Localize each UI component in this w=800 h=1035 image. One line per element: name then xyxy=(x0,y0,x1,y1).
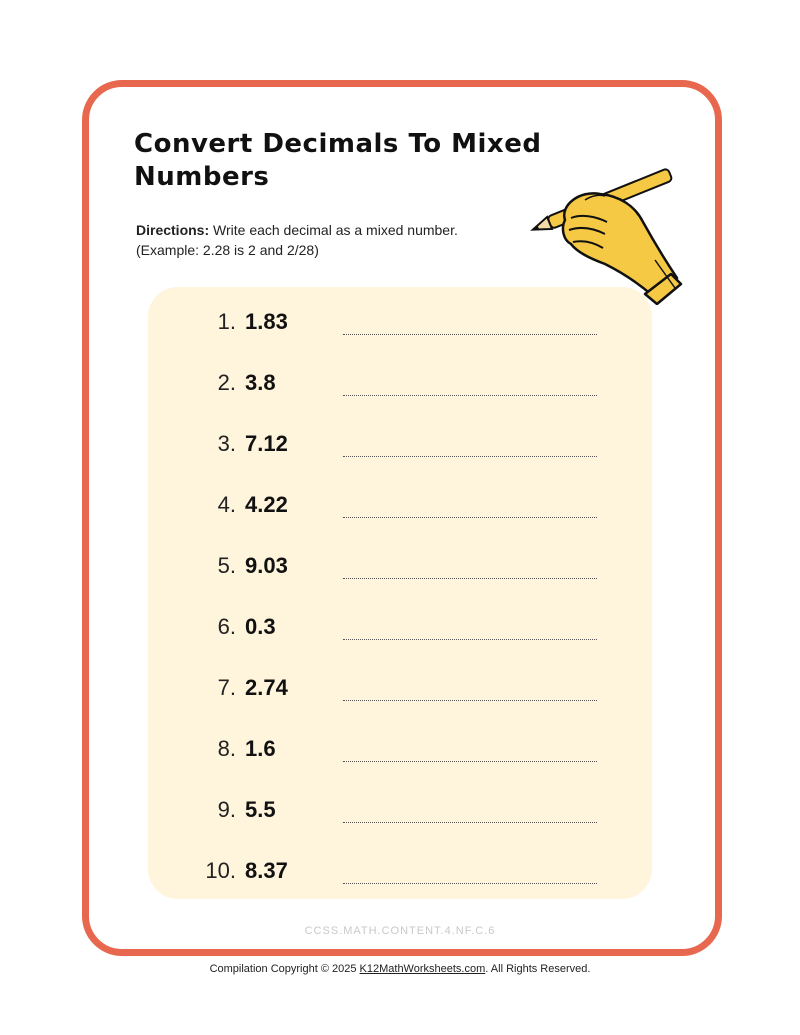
problem-row xyxy=(148,854,652,888)
problem-decimal: 4.22 xyxy=(245,492,288,517)
problem-number: 6. xyxy=(217,614,236,639)
standard-code: CCSS.MATH.CONTENT.4.NF.C.6 xyxy=(304,925,496,937)
website-link[interactable]: K12MathWorksheets.com xyxy=(359,963,486,975)
hand-holding-pencil-icon xyxy=(525,160,685,305)
problem-row xyxy=(148,793,652,827)
problem-number: 3. xyxy=(217,431,236,456)
worksheet-title: Convert Decimals To Mixed Numbers xyxy=(134,129,542,192)
problem-number: 8. xyxy=(217,736,236,761)
answer-line[interactable] xyxy=(343,456,597,457)
copyright-suffix: . All Rights Reserved. xyxy=(485,963,591,975)
problem-row xyxy=(148,610,652,644)
problem-decimal: 3.8 xyxy=(245,370,276,395)
problem-number: 7. xyxy=(217,675,236,700)
problem-decimal: 2.74 xyxy=(245,675,288,700)
problem-row xyxy=(148,488,652,522)
answer-line[interactable] xyxy=(343,761,597,762)
problem-row xyxy=(148,427,652,461)
problem-number: 5. xyxy=(217,553,236,578)
problem-decimal: 7.12 xyxy=(245,431,288,456)
problem-number: 2. xyxy=(217,370,236,395)
directions-example: (Example: 2.28 is 2 and 2/28) xyxy=(136,242,319,258)
answer-line[interactable] xyxy=(343,578,597,579)
directions-text: Write each decimal as a mixed number. xyxy=(209,222,458,238)
problem-decimal: 0.3 xyxy=(245,614,276,639)
directions-label: Directions: xyxy=(136,222,210,238)
problem-row xyxy=(148,549,652,583)
problem-decimal: 1.6 xyxy=(245,736,276,761)
problem-decimal: 5.5 xyxy=(245,797,276,822)
problem-number: 4. xyxy=(217,492,236,517)
problem-row xyxy=(148,366,652,400)
directions xyxy=(136,220,556,260)
problem-decimal: 1.83 xyxy=(245,309,288,334)
answer-line[interactable] xyxy=(343,700,597,701)
answer-line[interactable] xyxy=(343,822,597,823)
copyright-footer xyxy=(0,963,800,975)
answer-line[interactable] xyxy=(343,883,597,884)
problem-number: 10. xyxy=(205,858,236,883)
problem-decimal: 8.37 xyxy=(245,858,288,883)
problems-panel xyxy=(148,287,652,899)
answer-line[interactable] xyxy=(343,639,597,640)
problem-number: 1. xyxy=(217,309,236,334)
problem-decimal: 9.03 xyxy=(245,553,288,578)
answer-line[interactable] xyxy=(343,395,597,396)
answer-line[interactable] xyxy=(343,517,597,518)
problem-number: 9. xyxy=(217,797,236,822)
problem-row xyxy=(148,671,652,705)
copyright-prefix: Compilation Copyright © 2025 xyxy=(209,963,360,975)
problem-row xyxy=(148,732,652,766)
problem-row xyxy=(148,305,652,339)
answer-line[interactable] xyxy=(343,334,597,335)
